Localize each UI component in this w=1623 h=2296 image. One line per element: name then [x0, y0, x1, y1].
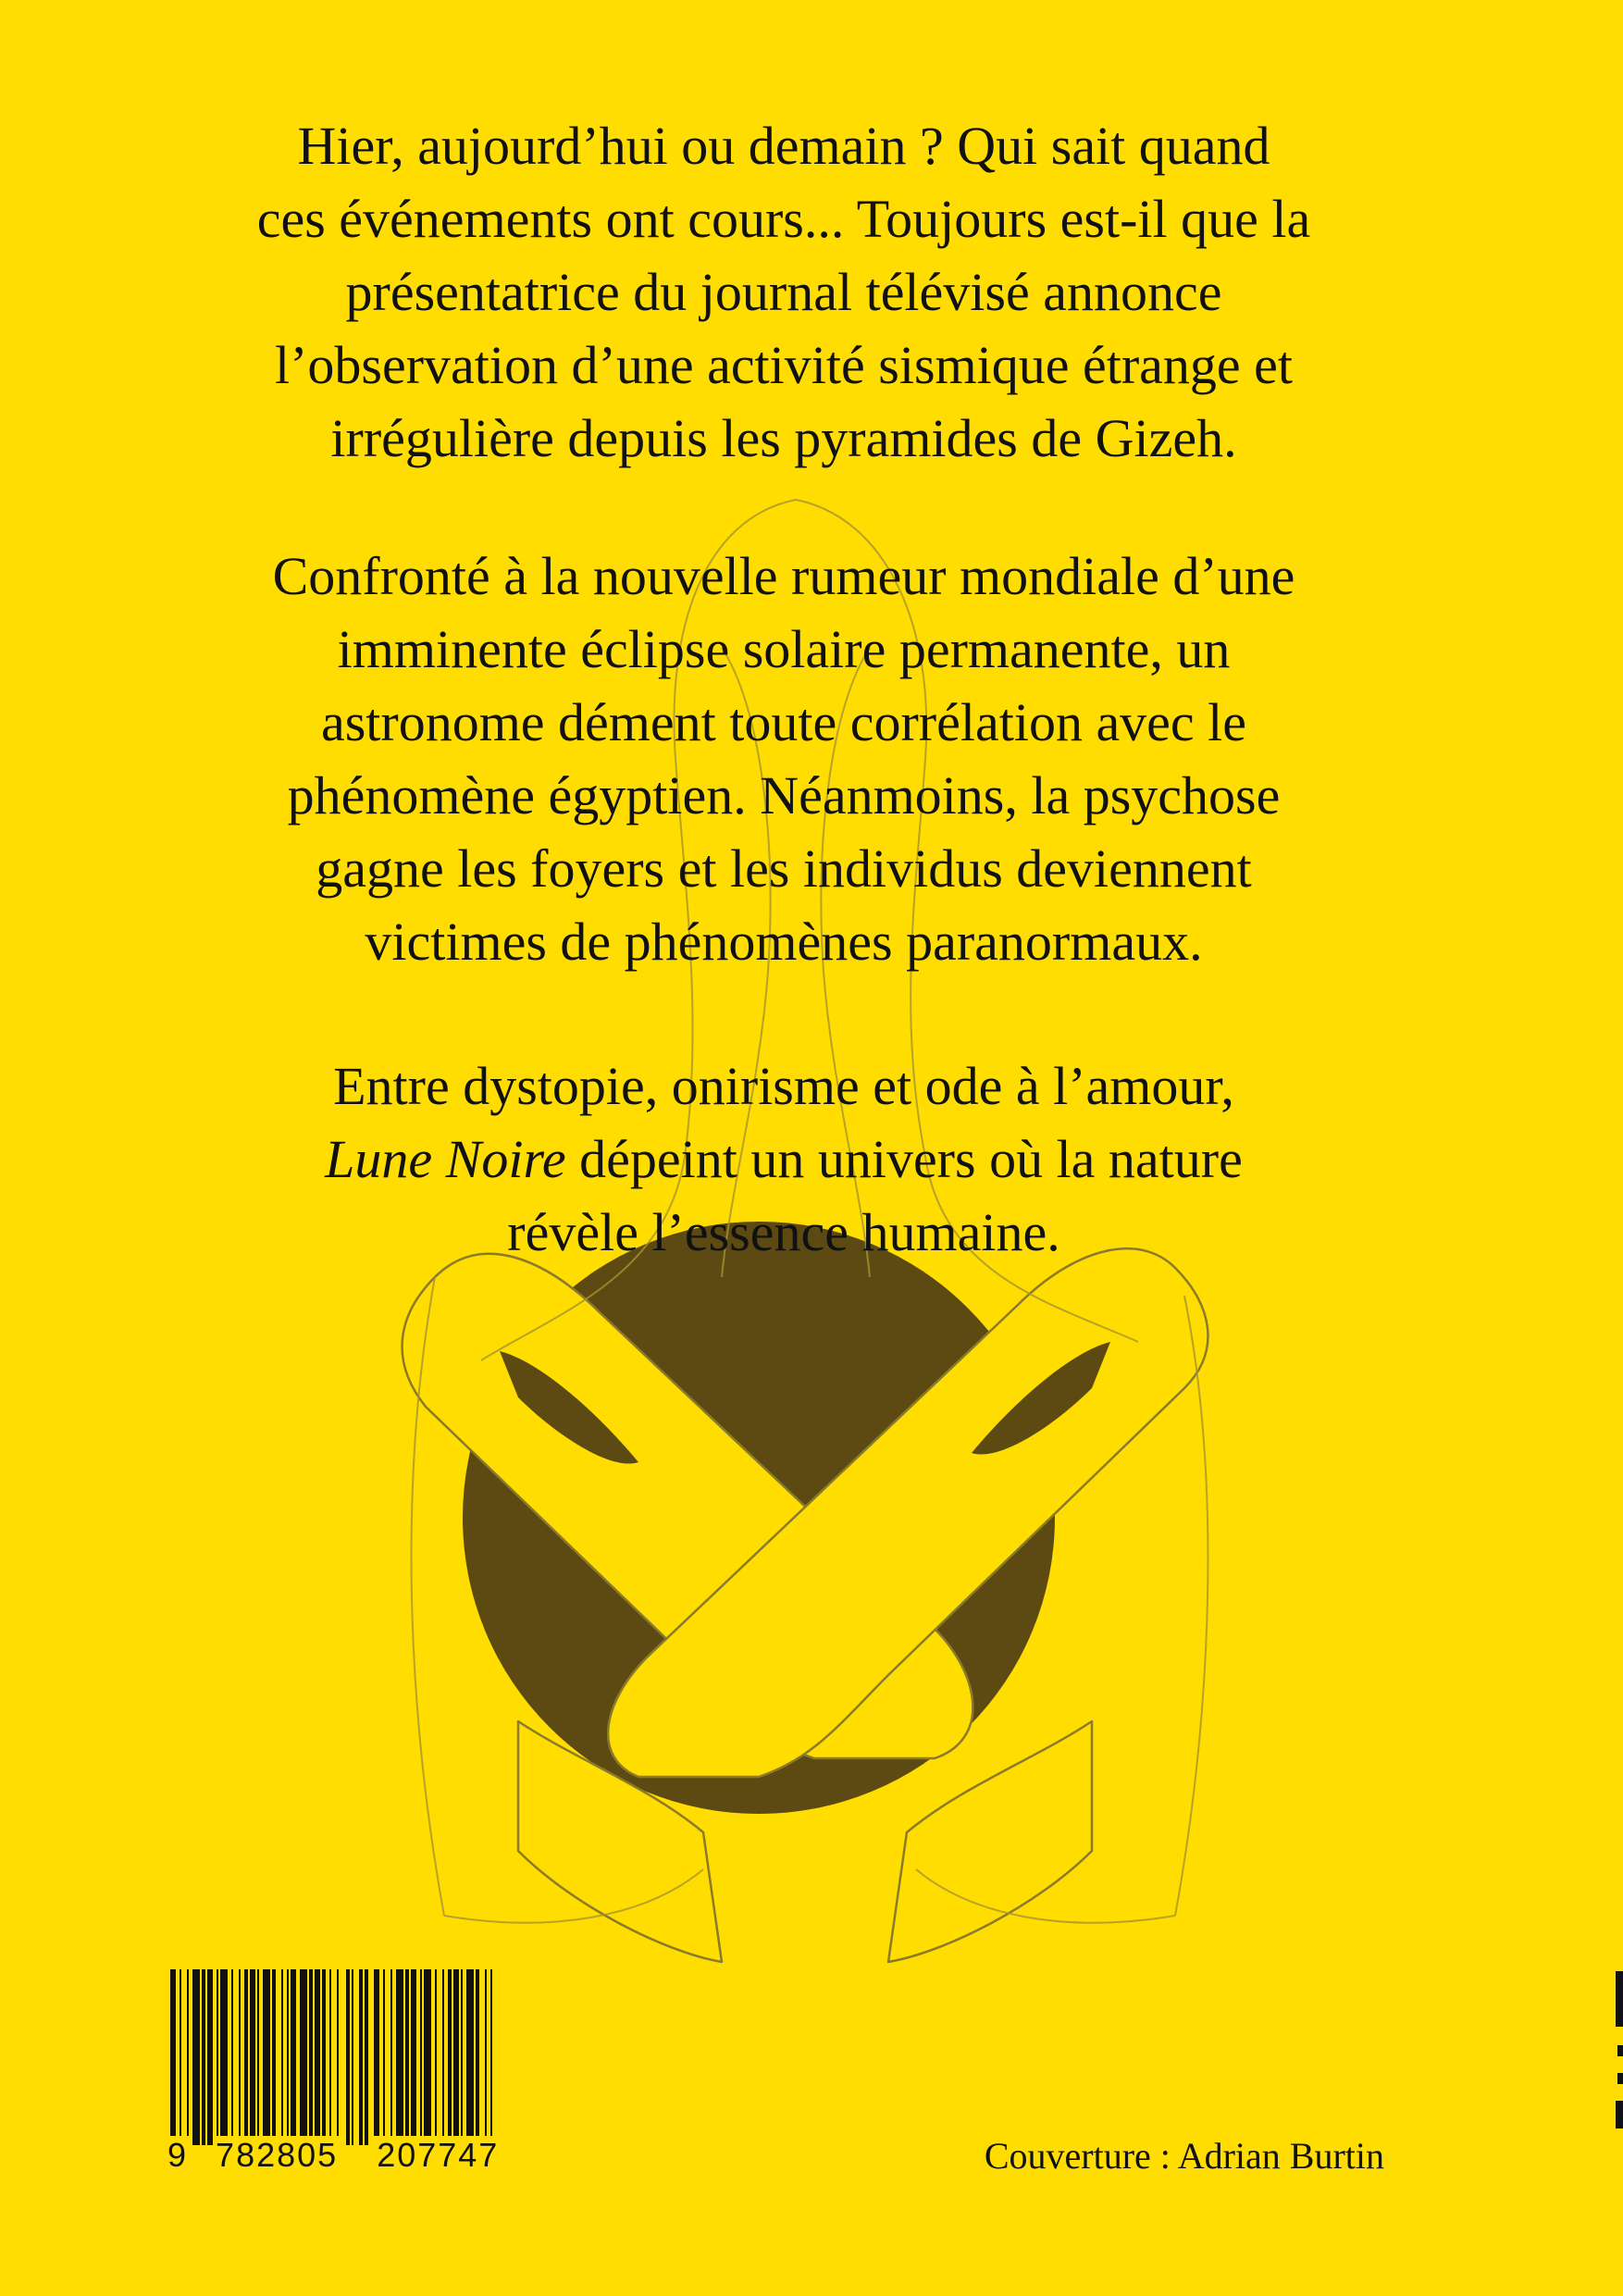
barcode-bar — [405, 1969, 409, 2145]
barcode-bar — [217, 1969, 218, 2145]
blurb-line — [157, 1123, 1410, 1196]
blurb-line: gagne les foyers et les individus deviennent — [316, 838, 1252, 899]
barcode-bar — [263, 1969, 270, 2145]
isbn-first-digit: 9 — [165, 2136, 191, 2175]
isbn-digits — [165, 2136, 502, 2175]
blurb-paragraph-1 — [157, 109, 1410, 475]
blurb-paragraph-3 — [157, 1049, 1410, 1269]
blurb-line: irrégulière depuis les pyramides de Gizeh. — [330, 408, 1237, 468]
blurb-line: Confronté à la nouvelle rumeur mondiale d’une — [272, 546, 1295, 606]
barcode-bar — [309, 1969, 313, 2145]
barcode-bar — [202, 1969, 205, 2145]
barcode-bar — [476, 1969, 479, 2145]
barcode-bar — [424, 1969, 431, 2145]
barcode-bar — [374, 1969, 379, 2145]
blurb-line: astronome dément toute corrélation avec le — [320, 692, 1247, 752]
blurb-line: présentatrice du journal télévisé annonce — [345, 262, 1222, 322]
barcode-bar — [291, 1969, 296, 2145]
blurb-paragraph-2 — [157, 540, 1410, 978]
barcode-bar — [180, 1969, 181, 2145]
barcode-bar — [250, 1969, 255, 2145]
barcode-bar — [466, 1969, 474, 2145]
barcode-bar — [300, 1969, 307, 2145]
cover-credit: Couverture : Adrian Burtin — [984, 2135, 1384, 2177]
blurb-line: phénomène égyptien. Néanmoins, la psychose — [287, 765, 1281, 825]
barcode-bar — [272, 1969, 276, 2145]
blurb-line: imminente éclipse solaire permanente, un — [337, 619, 1231, 679]
barcode-bar — [187, 1969, 189, 2145]
barcode-bar — [322, 1969, 326, 2145]
barcode-bar — [383, 1969, 385, 2145]
barcode-bar — [281, 1969, 283, 2145]
barcode-bar — [207, 1969, 213, 2145]
barcode-bar — [315, 1969, 320, 2145]
barcode-bar — [442, 1969, 444, 2145]
barcode-bar — [244, 1969, 248, 2145]
blurb-line: l’observation d’une activité sismique étrange et — [274, 335, 1294, 395]
barcode-bar — [435, 1969, 437, 2145]
barcode-bar — [461, 1969, 463, 2145]
barcode-bar — [220, 1969, 228, 2145]
blurb-line: Hier, aujourd’hui ou demain ? Qui sait quand — [297, 116, 1270, 176]
barcode-bar — [448, 1969, 452, 2145]
barcode-bar — [231, 1969, 233, 2145]
barcode-bar — [365, 1969, 368, 2145]
barcode-bar — [257, 1969, 259, 2145]
blurb-line: victimes de phénomènes paranormaux. — [365, 912, 1203, 972]
barcode-bar — [346, 1969, 350, 2145]
barcode-bar — [239, 1969, 241, 2145]
isbn-left-group: 782805 — [213, 2136, 341, 2175]
isbn-right-group: 207747 — [374, 2136, 502, 2175]
barcode-bar — [390, 1969, 392, 2145]
blurb-line-rest: dépeint un univers où la nature — [565, 1129, 1243, 1189]
barcode-bar — [420, 1969, 422, 2145]
blurb-line: ces événements ont cours... Toujours est-il que la — [256, 189, 1311, 249]
barcode-bar — [192, 1969, 200, 2145]
barcode-bar — [352, 1969, 353, 2145]
barcode-bar — [396, 1969, 403, 2145]
barcode-bar — [453, 1969, 459, 2145]
spine-edge-mark — [1616, 1971, 1623, 2128]
blurb-line: révèle l’essence humaine. — [507, 1202, 1060, 1262]
barcode-bar — [411, 1969, 416, 2145]
book-title: Lune Noire — [325, 1129, 566, 1189]
barcode-bar — [287, 1969, 289, 2145]
blurb-line: Entre dystopie, onirisme et ode à l’amour, — [333, 1056, 1234, 1116]
barcode-bar — [359, 1969, 363, 2145]
